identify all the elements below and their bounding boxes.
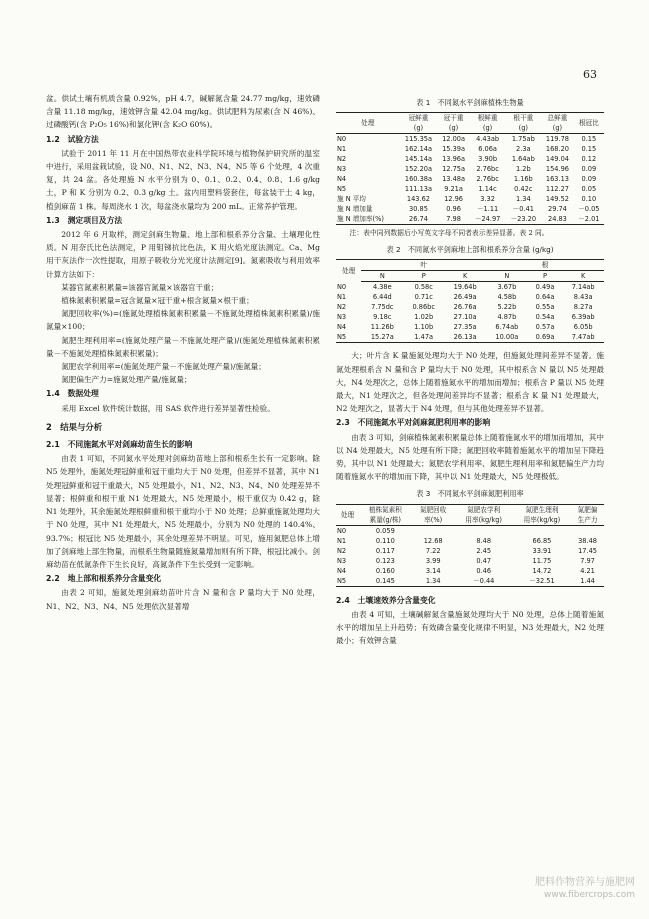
table-row — [336, 536, 604, 546]
row-label: N4 — [337, 566, 347, 575]
left-column — [46, 92, 320, 613]
table-cell: 6.44d — [372, 293, 392, 302]
row-label: 施 N 平均 — [337, 195, 366, 204]
table-cell: 12.96 — [444, 195, 463, 204]
table-cell: 2.76bc — [476, 165, 499, 174]
paragraph: 盆。供试土壤有机质含量 0.92%，pH 4.7，碱解氮含量 24.77 mg/kg，速效磷含量 11.18 mg/kg，速效钾含量 42.04 mg/kg。供试肥料为尿素(含 N 46%)、过磷酸钙(含 P₂O₅ 16%)和氯化钾(含 K₂O 60%)。 — [46, 94, 320, 130]
table-row — [336, 525, 604, 536]
row-label: N0 — [337, 135, 347, 144]
table-cell: 10.00a — [495, 333, 519, 342]
table-header: P — [528, 271, 563, 282]
table-cell: 0.12 — [581, 155, 597, 164]
table-cell: 1.75ab — [511, 135, 535, 144]
table-cell: 17.45 — [578, 546, 597, 555]
table-row — [336, 556, 604, 566]
table-cell: 0.117 — [375, 546, 395, 555]
table-header: 植株氮素积 累量(g/株) — [359, 504, 412, 525]
table-cell: 115.35a — [404, 135, 433, 144]
table-cell: 15.39a — [442, 145, 466, 154]
table-cell: 0.110 — [375, 536, 395, 545]
table-cell: 3.67b — [497, 283, 517, 292]
table-cell: 7.14ab — [571, 283, 595, 292]
watermark-url: www.fibercrops.com — [544, 890, 635, 900]
row-label: N4 — [337, 323, 347, 332]
table-row — [336, 312, 604, 322]
table-cell: 0.69a — [535, 333, 555, 342]
table-cell: 7.47ab — [571, 333, 595, 342]
table-cell: 3.90b — [478, 155, 498, 164]
table-cell: 6.74ab — [495, 323, 519, 332]
table-cell: 0.059 — [375, 526, 395, 535]
table-cell: 0.145 — [375, 576, 395, 585]
table-header: 根干重 (g) — [505, 113, 541, 134]
table-header: N — [486, 271, 528, 282]
table-cell: 29.74 — [548, 205, 567, 214]
table-cell: 160.38a — [404, 175, 433, 184]
table-cell: 9.21a — [444, 185, 463, 194]
table-cell: 0.96 — [446, 205, 461, 214]
table-cell: 4.58b — [497, 293, 517, 302]
table-cell: 0.42c — [514, 185, 533, 194]
formula: 某器官氮素积累量=该器官氮量×该器官干重； — [61, 282, 219, 292]
table-cell: 24.83 — [548, 215, 567, 224]
table-cell: 26.49a — [453, 293, 477, 302]
table2-caption: 表 2 不同氮水平剑麻地上部和根系养分含量 (g/kg) — [386, 245, 554, 255]
table-cell: －23.20 — [510, 215, 537, 224]
table-cell: 4.38e — [372, 283, 392, 292]
table-row — [336, 204, 604, 214]
paragraph: 由表 3 可知，剑麻植株氮素积累量总体上随着施氮水平的增加而增加，其中以 N4 处理最大，N5 处理有所下降；氮肥回收率随着施氮水平的增加呈下降趋势，其中以 N1 处理最大；氮肥农学利用率、氮肥生理利用率和氮肥偏生产力均随着施氮水平的增加而下降，其中以 N1 处理最大，N5 处理极低。 — [336, 432, 604, 482]
section-heading: 1.3 测定项目及方法 — [46, 215, 123, 225]
table-cell: 0.71c — [414, 293, 433, 302]
table-cell: 1.2b — [515, 165, 531, 174]
row-label: N3 — [337, 556, 347, 565]
table-cell: 0.64a — [535, 293, 555, 302]
section-heading: 2.1 不同施氮水平对剑麻幼苗生长的影响 — [46, 440, 193, 450]
page-number: 63 — [583, 68, 597, 81]
table-cell: 66.85 — [532, 536, 552, 545]
table3-body — [336, 525, 604, 586]
table-cell: 27.10a — [453, 313, 477, 322]
table-cell: 154.96 — [545, 165, 569, 174]
table-cell: 8.43a — [573, 293, 593, 302]
table-cell: 162.14a — [404, 145, 433, 154]
row-label: N2 — [337, 303, 347, 312]
watermark — [535, 877, 635, 901]
table-row — [336, 214, 604, 225]
row-label: N4 — [337, 175, 347, 184]
table-cell: 14.72 — [532, 566, 552, 575]
table-cell: 6.06a — [478, 145, 497, 154]
table-row — [336, 282, 604, 293]
table-cell: －0.41 — [512, 205, 534, 214]
table-row — [336, 332, 604, 343]
row-label: N5 — [337, 185, 347, 194]
table-cell: 0.15 — [581, 135, 597, 144]
table-cell: 3.14 — [425, 566, 441, 575]
right-column — [336, 92, 604, 647]
table3 — [336, 504, 604, 587]
table-note: 注：表中同列数据后小写英文字母不同者表示差异显著。表 2 同。 — [349, 229, 549, 238]
row-label: N2 — [337, 546, 347, 555]
table-cell: 1.16b — [513, 175, 533, 184]
table-row — [336, 184, 604, 194]
table-cell: 3.32 — [480, 195, 495, 204]
table-row — [336, 164, 604, 174]
row-label: N5 — [337, 333, 347, 342]
table-cell: 11.26b — [370, 323, 394, 332]
table-cell: 9.18c — [373, 313, 392, 322]
section-heading: 1.4 数据处理 — [46, 389, 99, 399]
table-cell: 27.35a — [453, 323, 477, 332]
table-row — [336, 292, 604, 302]
table-cell: 1.44 — [580, 576, 595, 585]
table-header: 根 — [486, 260, 604, 271]
table-cell: 7.97 — [580, 556, 595, 565]
table-cell: 0.46 — [476, 566, 492, 575]
table2-body — [336, 282, 604, 343]
table-cell: 30.85 — [409, 205, 428, 214]
table-cell: 1.14c — [478, 185, 497, 194]
table-cell: 7.22 — [425, 546, 441, 555]
table-cell: 8.48 — [476, 536, 492, 545]
table-cell: 2.76bc — [476, 175, 499, 184]
table-cell: 6.05b — [573, 323, 593, 332]
row-label: N1 — [337, 293, 347, 302]
table-header: 氮肥回收 率(%) — [412, 504, 455, 525]
table-cell: 12.75a — [442, 165, 466, 174]
table-cell: 0.86bc — [412, 303, 435, 312]
table-header: K — [562, 271, 604, 282]
table-cell — [455, 525, 513, 536]
row-label: N2 — [337, 155, 347, 164]
section-heading: 1.2 试验方法 — [46, 134, 99, 144]
formula: 植株氮素积累量=冠含氮量×冠干重+根含氮量×根干重； — [61, 296, 254, 306]
table-cell: 168.20 — [545, 145, 569, 154]
table3-caption: 表 3 不同氮水平剑麻氮肥利用率 — [416, 489, 524, 499]
table-cell: 2.45 — [476, 546, 492, 555]
table-cell: 3.99 — [425, 556, 441, 565]
table-cell: 2.3a — [516, 145, 531, 154]
table-cell: 33.91 — [532, 546, 552, 555]
table-cell: 26.74 — [409, 215, 428, 224]
table-cell: 12.00a — [442, 135, 466, 144]
table-cell: 0.160 — [375, 566, 395, 575]
table-row — [336, 546, 604, 556]
table-cell — [513, 525, 571, 536]
table-cell: －1.11 — [476, 205, 499, 214]
table-cell: 152.20a — [404, 165, 433, 174]
table-cell: 0.09 — [581, 175, 597, 184]
table-header: 处理 — [342, 267, 356, 276]
table-cell: －0.05 — [578, 205, 600, 214]
formula: 氮肥农学利用率=(施氮处理产量－不施氮处理产量)/施氮量； — [61, 362, 266, 372]
table-cell: 1.02b — [414, 313, 434, 322]
table-cell: －32.51 — [529, 576, 555, 585]
row-label: N3 — [337, 313, 347, 322]
row-label: N0 — [337, 526, 347, 535]
table-cell: 26.76a — [453, 303, 477, 312]
table-cell: 19.64b — [453, 283, 477, 292]
table-row — [336, 174, 604, 184]
paragraph: 由表 4 可知，土壤碱解氮含量施氮处理均大于 N0 处理，总体上随着施氮水平的增加呈上升趋势；有效磷含量变化规律不明显，N3 处理最大，N2 处理最小；有效钾含量 — [336, 609, 604, 646]
table-header: 氮肥生理利 用率(kg/kg) — [513, 504, 571, 525]
formula: 氮肥偏生产力=施氮处理产量/施氮量； — [61, 375, 192, 385]
table-cell: －0.44 — [473, 576, 495, 585]
table-cell: －24.97 — [474, 215, 501, 224]
table-cell: 11.75 — [532, 556, 552, 565]
table-cell: 0.10 — [581, 195, 597, 204]
table-cell: 5.22b — [497, 303, 517, 312]
table-header: P — [403, 271, 444, 282]
table-row — [336, 194, 604, 204]
section-heading: 2.4 土壤速效养分含量变化 — [336, 595, 436, 605]
table-cell: 15.27a — [370, 333, 394, 342]
table-cell: 7.75dc — [371, 303, 394, 312]
table-cell: 112.27 — [545, 185, 569, 194]
table-cell: 149.52 — [545, 195, 569, 204]
table-cell: 0.57a — [535, 323, 555, 332]
paragraph: 由表 1 可知，不同氮水平处理对剑麻幼苗地上部和根系生长有一定影响。除 N5 处理外，施氮处理冠鲜重和冠干重均大于 N0 处理，但差异不显著，其中 N1 处理冠鲜重和冠干重最大，N5 处理最小，N1、N2、N3、N4、N0 处理差异不显著；根鲜重和根干重 N1 处理最大，N5 处理最小，根干重仅为 0.42 g，除 N1 处理外，其余施氮处理根鲜重和根干重均小于 N0 处理；总鲜重施氮处理均大于 N0 处理，其中 N1 处理最大，N5 处理最小，分别为 N0 处理的 140.4%、93.7%；根冠比 N5 处理最小，其余处理差异不明显。可见，施用氮肥总体上增加了剑麻地上部生物量，而根系生物量随施氮量增加则有所下降，根冠比减小。剑麻幼苗在低氮条件下生长良好，高氮条件下生长受到一定影响。 — [46, 454, 320, 569]
table-cell: －2.01 — [578, 215, 600, 224]
paragraph: 由表 2 可知，施氮处理剑麻幼苗叶片含 N 量和含 P 量均大于 N0 处理，N1、N2、N3、N4、N5 处理依次显著增 — [46, 588, 320, 611]
table-header: 根鲜重 (g) — [470, 113, 506, 134]
section-heading: 2.2 地上部和根系养分含量变化 — [46, 574, 162, 584]
table-cell: 0.58c — [414, 283, 433, 292]
table-cell: 0.123 — [375, 556, 395, 565]
table-header: 根冠比 — [574, 113, 604, 134]
formula: 氮肥生理利用率=(施氮处理产量－不施氮处理产量)/(施氮处理植株氮素积累量－不施氮处理植株氮素积累量)； — [46, 335, 320, 358]
table-cell: 8.27a — [573, 303, 593, 312]
table-cell: 0.05 — [581, 185, 597, 194]
paragraph: 大；叶片含 K 量施氮处理均大于 N0 处理，但施氮处理间差异不显著。施氮处理根系含 N 量和含 P 量均大于 N0 处理，其中根系含 N 量以 N5 处理最大，N4 处理次之，总体上随着施氮水平的增加而增加；根系含 P 量以 N5 处理最大，N1 处理次之，但各处理间差异均不显著；根系含 K 量 N1 处理最大，N2 处理次之，显著大于 N4 处理，但与其他处理差异不显著。 — [336, 351, 604, 414]
table-cell: 7.98 — [446, 215, 461, 224]
table-cell — [571, 525, 604, 536]
row-label: N0 — [337, 283, 347, 292]
table-cell — [412, 525, 455, 536]
table-row — [336, 302, 604, 312]
table-header: K — [444, 271, 486, 282]
table-cell: 1.64ab — [511, 155, 535, 164]
table-row — [336, 322, 604, 332]
row-label: N3 — [337, 165, 347, 174]
table-cell: 0.15 — [581, 145, 597, 154]
table-header: 叶 — [361, 260, 486, 271]
table-row — [336, 576, 604, 587]
table-header: 处理 — [336, 504, 359, 525]
table-header: 氮肥农学利 用率(kg/kg) — [455, 504, 513, 525]
section-heading: 2.3 不同施氮水平对剑麻氮肥利用率的影响 — [336, 418, 491, 428]
table-cell: 0.47 — [476, 556, 492, 565]
table-header: 冠鲜重 (g) — [400, 113, 438, 134]
row-label: N5 — [337, 576, 347, 585]
table-cell: 6.39ab — [571, 313, 595, 322]
table-row — [336, 154, 604, 164]
table-cell: 38.48 — [578, 536, 597, 545]
table-header: 氮肥偏 生产力 — [571, 504, 604, 525]
table-cell: 0.49a — [535, 283, 555, 292]
table-cell: 163.13 — [545, 175, 569, 184]
paragraph: 2012 年 6 月取样，测定剑麻生物量、地上部和根系养分含量、土壤理化性质。N 用奈氏比色法测定，P 用钼锑抗比色法，K 用火焰光度法测定。Ca、Mg 用干灰法作一次性提取，用原子吸收分光光度计法测定[9]。氮素吸收与利用效率计算方法如下： — [46, 230, 320, 279]
table-cell: 1.34 — [515, 195, 531, 204]
table-cell: 119.78 — [545, 135, 569, 144]
table-cell: 13.96a — [442, 155, 466, 164]
table-cell: 143.62 — [406, 195, 430, 204]
table-cell: 149.04 — [545, 155, 569, 164]
row-label: 施 N 增加量 — [337, 205, 373, 214]
table-cell: 1.34 — [425, 576, 441, 585]
table-cell: 4.87b — [497, 313, 517, 322]
table1 — [336, 112, 604, 225]
table-row — [336, 566, 604, 576]
table2 — [336, 259, 604, 343]
row-label: N1 — [337, 145, 347, 154]
table-cell: 0.09 — [581, 165, 597, 174]
chapter-heading: 2 结果与分析 — [46, 421, 103, 432]
table-header: N — [361, 271, 403, 282]
table-cell: 13.48a — [442, 175, 466, 184]
paragraph: 试验于 2011 年 11 月在中国热带农业科学院环境与植物保护研究所的温室中进行，采用盆栽试验，设 N0、N1、N2、N3、N4、N5 等 6 个处理，4 次重复，共 24 盆。各处理施 N 水平分别为 0、0.1、0.2、0.4、0.8、1.6 g/kg 土，P 和 K 分别为 0.2、0.3 g/kg 土。盆内用塑料袋套住，每盆装干土 4 kg，植剑麻苗 1 株。每周浇水 1 次，每盆浇水量均为 200 mL。正常养护管理。 — [46, 148, 320, 211]
watermark-title: 肥料作物营养与施肥网 — [535, 877, 635, 888]
table-cell: 12.68 — [423, 536, 443, 545]
table-header: 冠干重 (g) — [437, 113, 469, 134]
table-cell: 4.21 — [580, 566, 595, 575]
table-cell: 1.47a — [414, 333, 434, 342]
table-cell: 0.54a — [535, 313, 555, 322]
table-cell: 1.10b — [414, 323, 434, 332]
table-cell: 111.13a — [404, 185, 433, 194]
table-header: 处理 — [336, 113, 400, 134]
paragraph: 采用 Excel 软件统计数据，用 SAS 软件进行差异显著性检验。 — [61, 403, 275, 413]
table-row — [336, 134, 604, 145]
table-cell: 0.55a — [535, 303, 555, 312]
table-header: 总鲜重 (g) — [541, 113, 574, 134]
row-label: N1 — [337, 536, 347, 545]
table-cell: 4.43ab — [476, 135, 500, 144]
table1-caption: 表 1 不同氮水平剑麻植株生物量 — [416, 98, 524, 107]
row-label: 施 N 增加率(%) — [337, 215, 384, 224]
table-cell: 145.14a — [404, 155, 433, 164]
formula: 氮肥回收率(%)=(施氮处理植株氮素积累量－不施氮处理植株氮素积累量)/施氮量×100； — [46, 309, 320, 332]
table1-body — [336, 134, 604, 225]
table-cell: 26.13a — [453, 333, 477, 342]
table-row — [336, 144, 604, 154]
